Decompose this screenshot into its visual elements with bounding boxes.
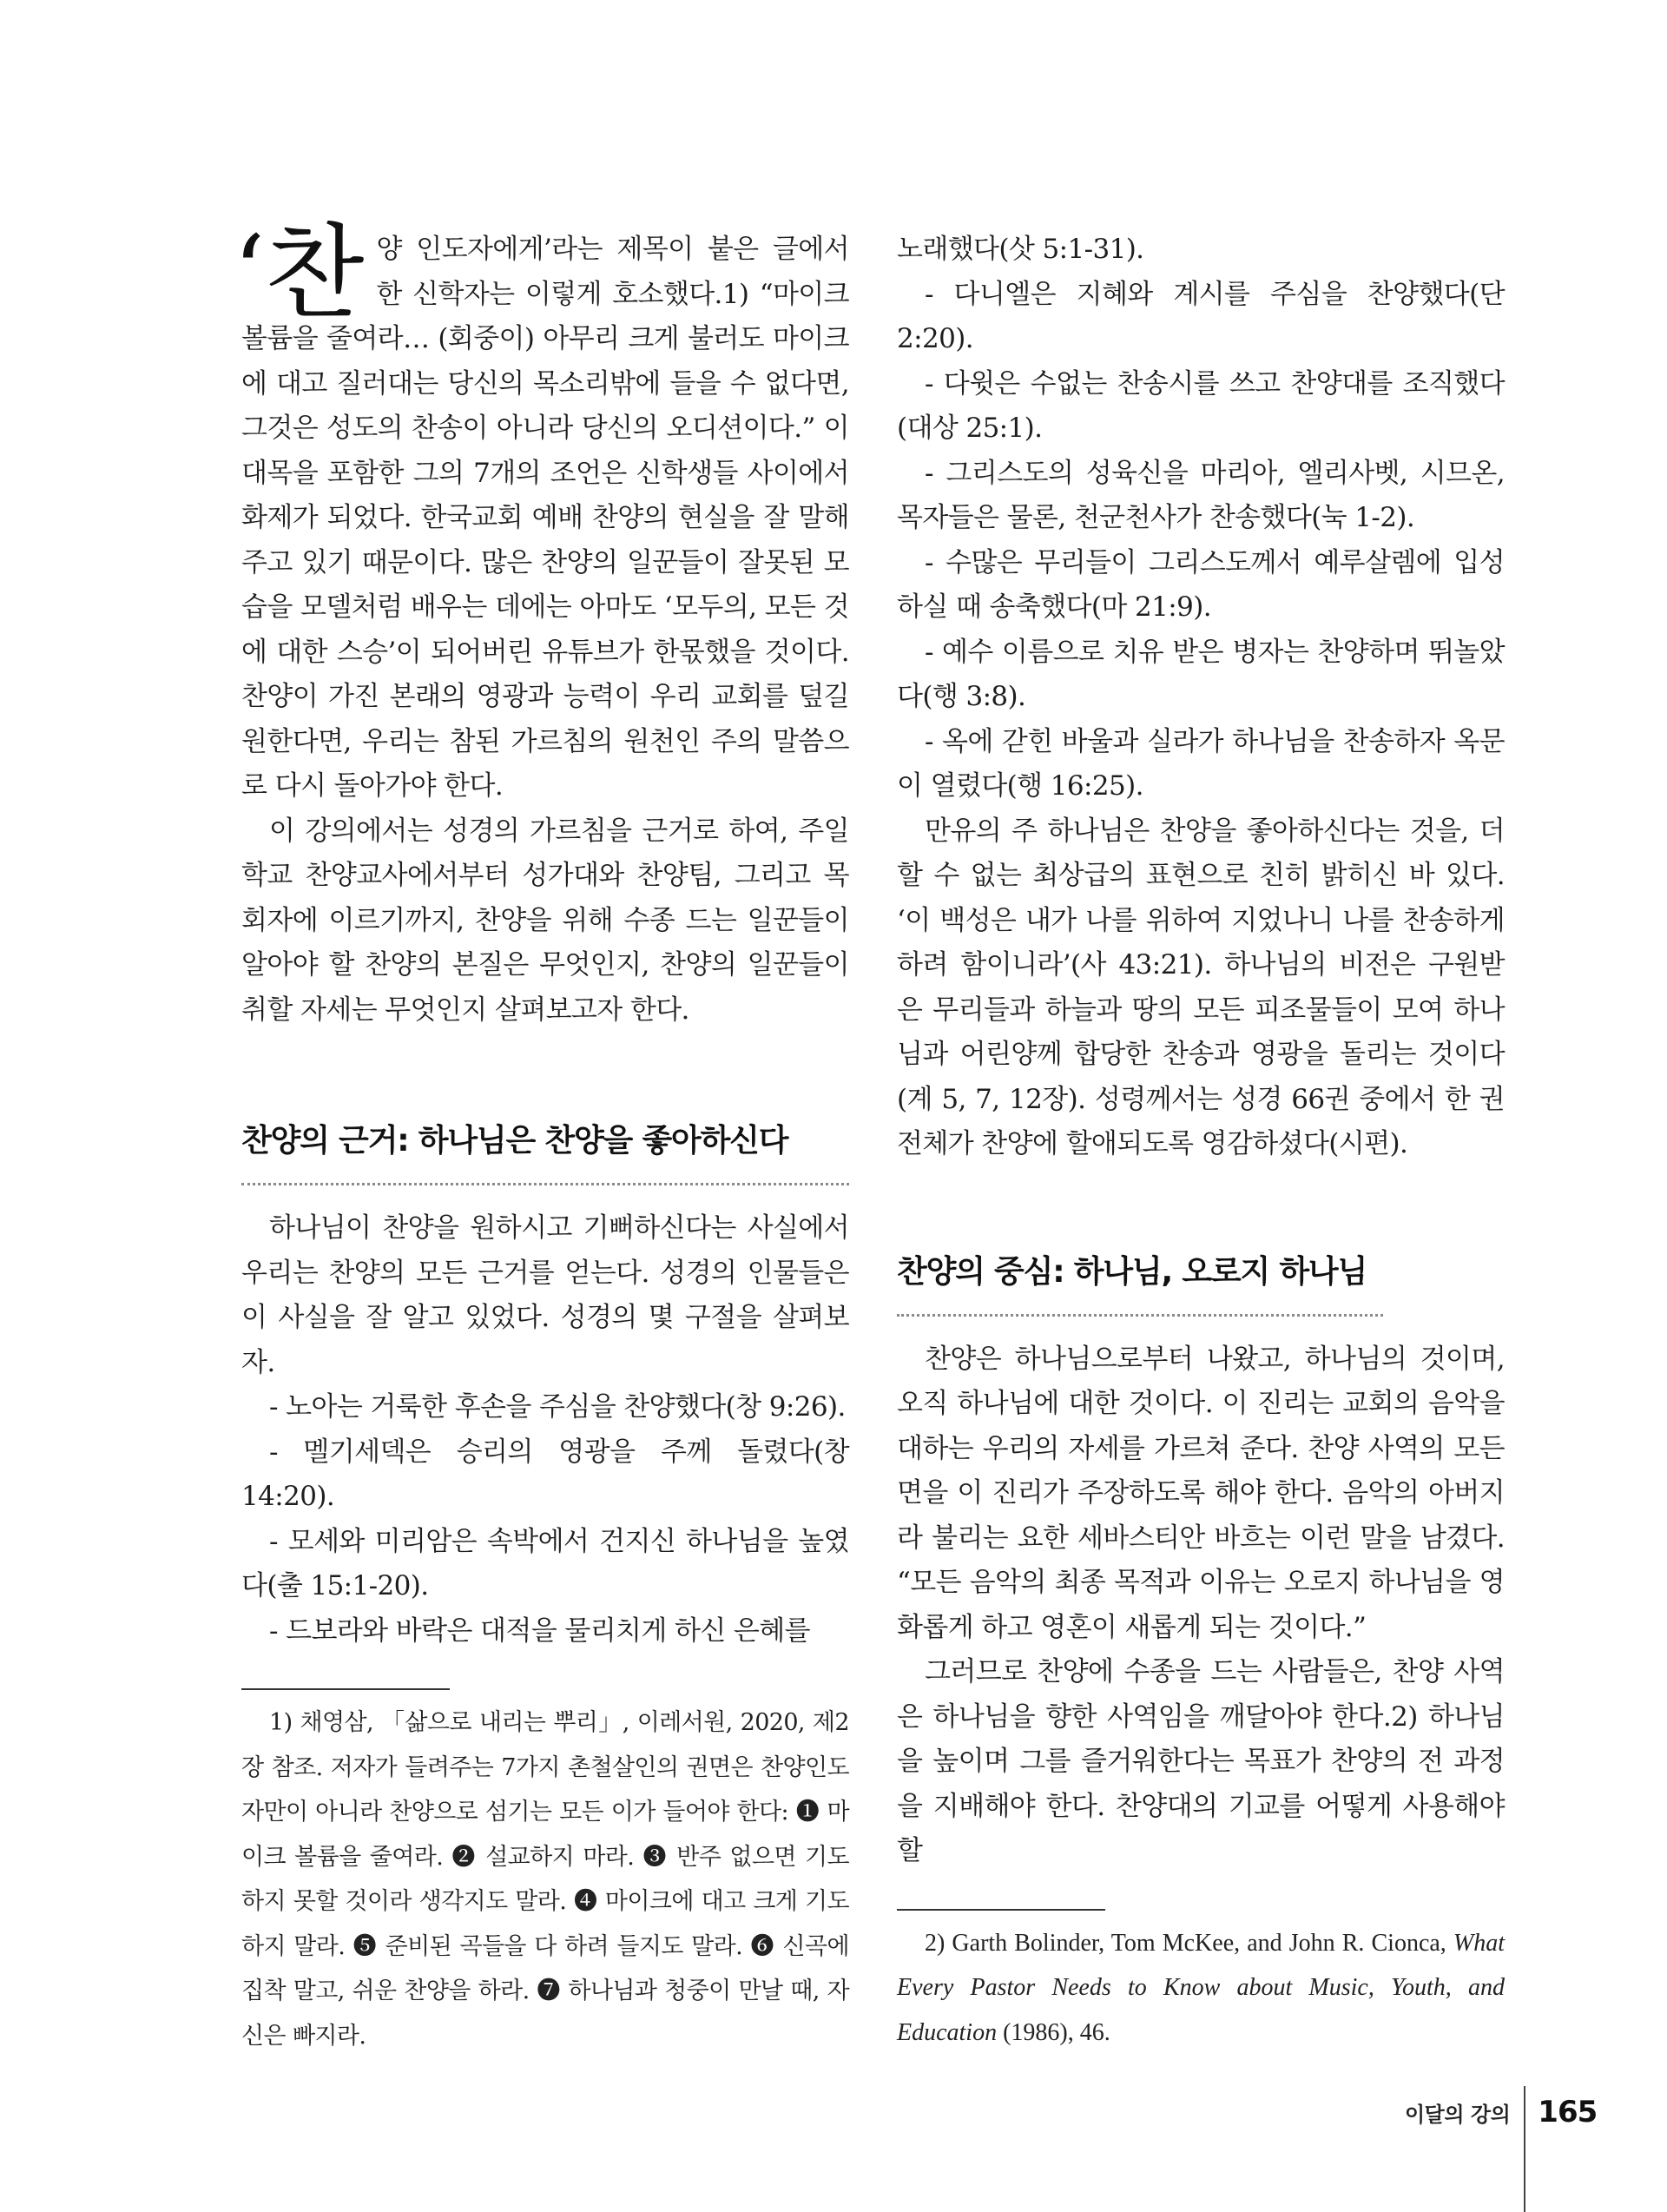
page-footer	[1405, 2086, 1597, 2138]
list-item: - 드보라와 바락은 대적을 물리치게 하신 은혜를	[269, 1614, 810, 1647]
section-name: 이달의 강의	[1405, 2102, 1511, 2127]
footnote-2-year: (1986), 46.	[997, 2018, 1110, 2046]
intro-paragraph-2: 이 강의에서는 성경의 가르침을 근거로 하여, 주일학교 찬양교사에서부터 성가대와 찬양팀, 그리고 목회자에 이르기까지, 찬양을 위해 수종 드는 일꾼들이 알아야 할 찬양의 본질은 무엇인지, 찬양의 일꾼들이 취할 자세는 무엇인지 살펴보고자 한다.	[241, 815, 849, 1026]
drop-cap: ‘찬	[233, 213, 365, 333]
section-1-paragraph-2: 만유의 주 하나님은 찬양을 좋아하신다는 것을, 더할 수 없는 최상급의 표현으로 친히 밝히신 바 있다. ‘이 백성은 내가 나를 위하여 지었나니 나를 찬송하게 하려 함이니라’(사 43:21). 하나님의 비전은 구원받은 무리들과 하늘과 땅의 모든 피조물들이 모여 하나님과 어린양께 합당한 찬송과 영광을 돌리는 것이다(계 5, 7, 12장). 성령께서는 성경 66권 중에서 한 권 전체가 찬양에 할애되도록 영감하셨다(시편).	[897, 815, 1505, 1159]
footnote-2-book-title: What Every Pastor Needs to Know about Music, Youth, and Education	[897, 1929, 1505, 2046]
section-1-paragraph: 하나님이 찬양을 원하시고 기뻐하신다는 사실에서 우리는 찬양의 모든 근거를 얻는다. 성경의 인물들은 이 사실을 잘 알고 있었다. 성경의 몇 구절을 살펴보자.	[241, 1212, 849, 1378]
page-number: 165	[1538, 2095, 1598, 2129]
list-item: - 그리스도의 성육신을 마리아, 엘리사벳, 시므온, 목자들은 물론, 천군천사가 찬송했다(눅 1-2).	[897, 457, 1505, 533]
right-column	[897, 228, 1505, 2055]
footnote-2-authors: 2) Garth Bolinder, Tom McKee, and John R. Cionca,	[925, 1929, 1453, 1957]
section-heading-2: 찬양의 중심: 하나님, 오로지 하나님	[897, 1247, 1383, 1317]
footer-divider	[1524, 2086, 1525, 2212]
left-column	[233, 213, 849, 2058]
list-item: - 옥에 갇힌 바울과 실라가 하나님을 찬송하자 옥문이 열렸다(행 16:25).	[897, 725, 1505, 802]
section-2-paragraph-1: 찬양은 하나님으로부터 나왔고, 하나님의 것이며, 오직 하나님에 대한 것이다. 이 진리는 교회의 음악을 대하는 우리의 자세를 가르쳐 준다. 찬양 사역의 모든 면을 이 진리가 주장하도록 해야 한다. 음악의 아버지라 불리는 요한 세바스티안 바흐는 이런 말을 남겼다. “모든 음악의 최종 목적과 이유는 오로지 하나님을 영화롭게 하고 영혼이 새롭게 되는 것이다.”	[897, 1343, 1505, 1643]
list-item: - 멜기세덱은 승리의 영광을 주께 돌렸다(창 14:20).	[241, 1436, 849, 1512]
list-item: - 다니엘은 지혜와 계시를 주심을 찬양했다(단 2:20).	[897, 278, 1505, 354]
section-heading-1: 찬양의 근거: 하나님은 찬양을 좋아하신다	[241, 1116, 849, 1185]
section-2-paragraph-2: 그러므로 찬양에 수종을 드는 사람들은, 찬양 사역은 하나님을 향한 사역임을 깨달아야 한다.2) 하나님을 높이며 그를 즐거워한다는 목표가 찬양의 전 과정을 지배해야 한다. 찬양대의 기교를 어떻게 사용해야 할	[897, 1656, 1505, 1866]
footnote-1: 1) 채영삼, 「삶으로 내리는 뿌리」, 이레서원, 2020, 제2장 참조. 저자가 들려주는 7가지 촌철살인의 권면은 찬양인도자만이 아니라 찬양으로 섬기는 모든 이가 들어야 한다: ❶ 마이크 볼륨을 줄여라. ❷ 설교하지 마라. ❸ 반주 없으면 기도하지 못할 것이라 생각지도 말라. ❹ 마이크에 대고 크게 기도하지 말라. ❺ 준비된 곡들을 다 하려 들지도 말라. ❻ 신곡에 집착 말고, 쉬운 찬양을 하라. ❼ 하나님과 청중이 만날 때, 자신은 빠지라.	[241, 1709, 849, 2050]
list-item: - 모세와 미리암은 속박에서 건지신 하나님을 높였다(출 15:1-20).	[241, 1525, 849, 1601]
intro-paragraph-1	[233, 213, 849, 809]
list-item: - 수많은 무리들이 그리스도께서 예루살렘에 입성하실 때 송축했다(마 21:9).	[897, 546, 1505, 623]
list-item: - 예수 이름으로 치유 받은 병자는 찬양하며 뛰놀았다(행 3:8).	[897, 636, 1505, 712]
intro-text-1: 양 인도자에게’라는 제목이 붙은 글에서 한 신학자는 이렇게 호소했다.1) “마이크 볼륨을 줄여라… (회중이) 아무리 크게 불러도 마이크에 대고 질러대는 당신의 목소리밖에 들을 수 없다면, 그것은 성도의 찬송이 아니라 당신의 오디션이다.” 이 대목을 포함한 그의 7개의 조언은 신학생들 사이에서 화제가 되었다. 한국교회 예배 찬양의 현실을 잘 말해주고 있기 때문이다. 많은 찬양의 일꾼들이 잘못된 모습을 모델처럼 배우는 데에는 아마도 ‘모두의, 모든 것에 대한 스승’이 되어버린 유튜브가 한몫했을 것이다. 찬양이 가진 본래의 영광과 능력이 우리 교회를 덮길 원한다면, 우리는 참된 가르침의 원천인 주의 말씀으로 다시 돌아가야 한다.	[241, 234, 849, 802]
continued-line: 노래했다(삿 5:1-31).	[897, 234, 1144, 265]
list-item: - 노아는 거룩한 후손을 주심을 찬양했다(창 9:26).	[269, 1391, 846, 1423]
list-item: - 다윗은 수없는 찬송시를 쓰고 찬양대를 조직했다(대상 25:1).	[897, 367, 1505, 444]
footnote-2	[897, 1921, 1505, 2056]
